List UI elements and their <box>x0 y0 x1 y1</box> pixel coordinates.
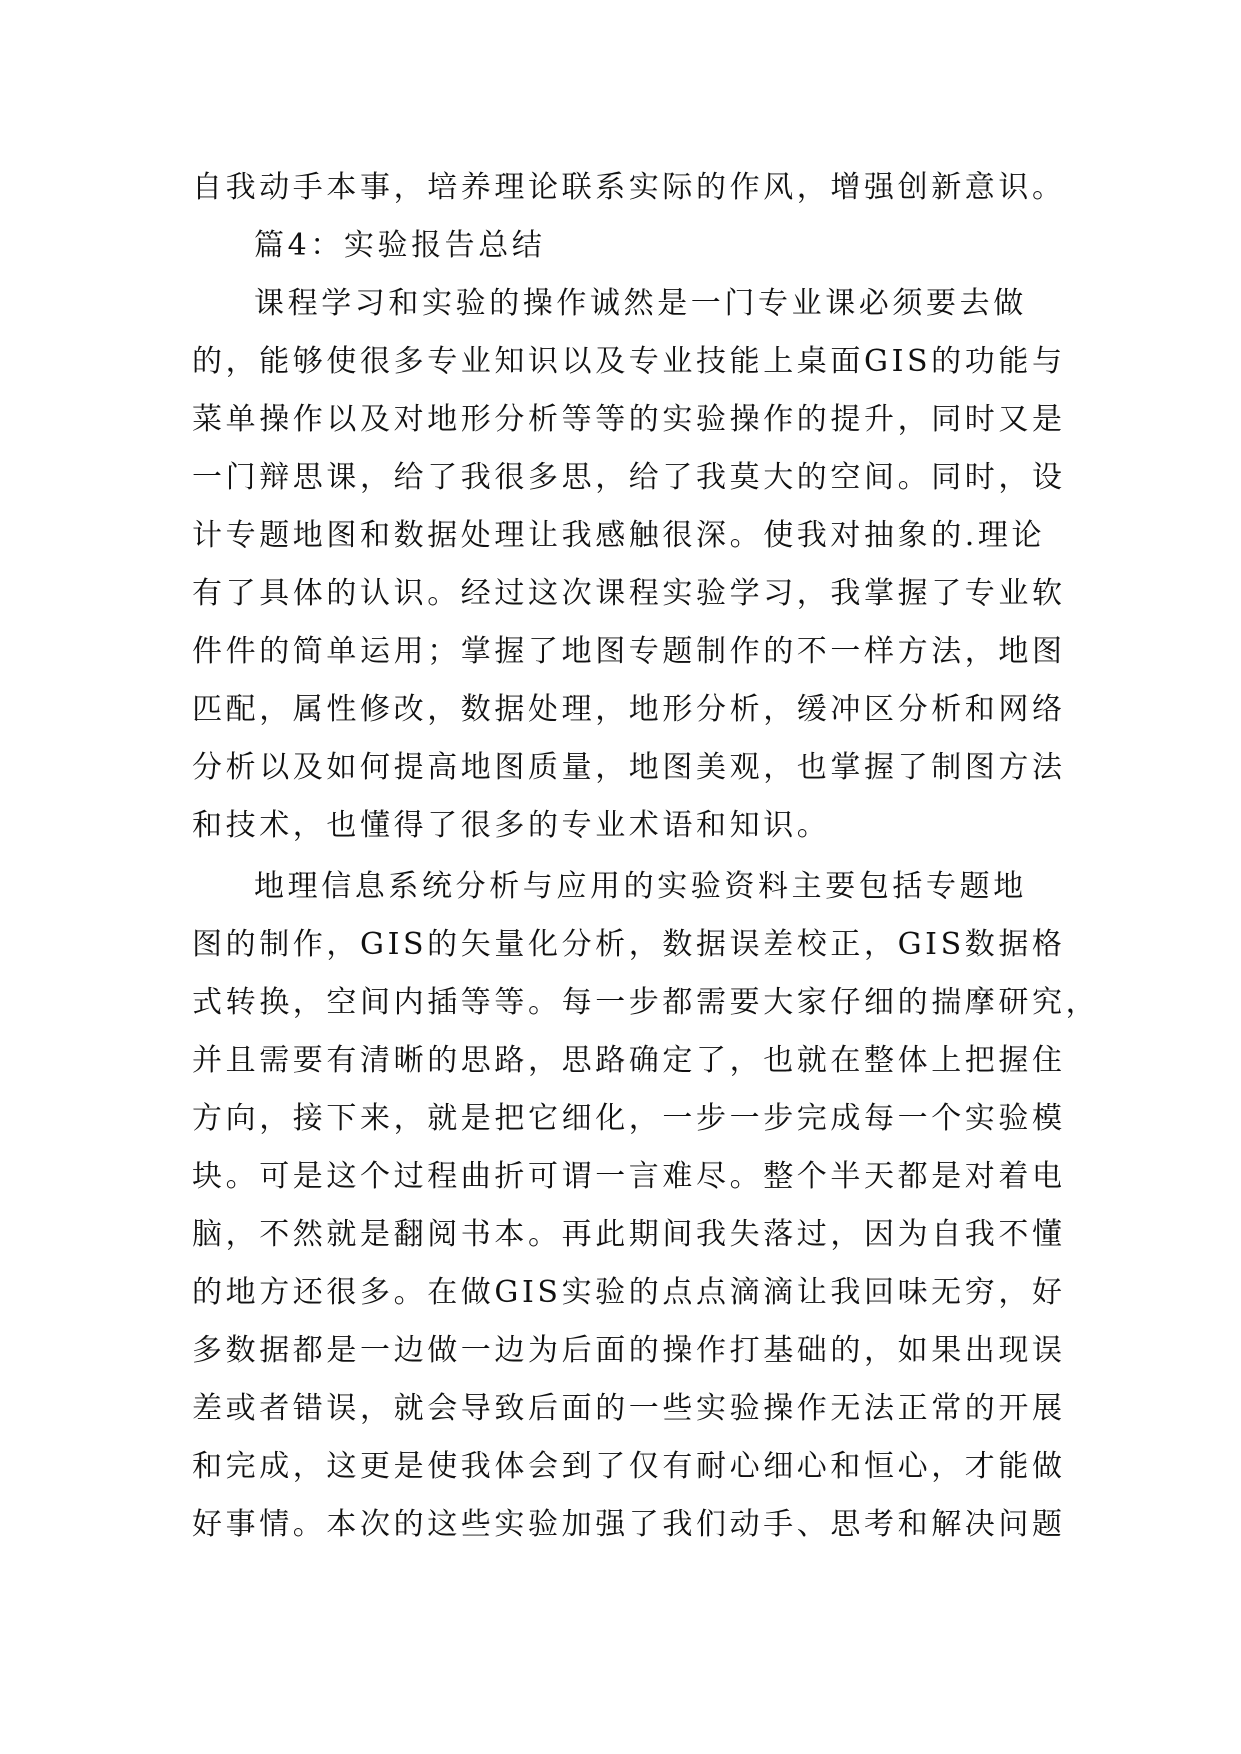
text-line: 一门辩思课，给了我很多思，给了我莫大的空间。同时，设 <box>192 460 1066 495</box>
text-line: 块。可是这个过程曲折可谓一言难尽。整个半天都是对着电 <box>192 1159 1066 1194</box>
text-line: 件件的简单运用；掌握了地图专题制作的不一样方法，地图 <box>192 634 1066 669</box>
text-line: 课程学习和实验的操作诚然是一门专业课必须要去做 <box>254 286 1027 321</box>
text-line: 有了具体的认识。经过这次课程实验学习，我掌握了专业软 <box>192 576 1066 611</box>
text-line: 方向，接下来，就是把它细化，一步一步完成每一个实验模 <box>192 1101 1066 1136</box>
text-line: 自我动手本事，培养理论联系实际的作风，增强创新意识。 <box>192 170 1066 205</box>
text-line: 并且需要有清晰的思路，思路确定了，也就在整体上把握住 <box>192 1043 1066 1078</box>
text-line: 的，能够使很多专业知识以及专业技能上桌面GIS的功能与 <box>192 344 1066 379</box>
text-line: 脑，不然就是翻阅书本。再此期间我失落过，因为自我不懂 <box>192 1217 1066 1252</box>
text-line: 分析以及如何提高地图质量，地图美观，也掌握了制图方法 <box>192 750 1066 785</box>
text-line: 差或者错误，就会导致后面的一些实验操作无法正常的开展 <box>192 1391 1066 1426</box>
text-line: 多数据都是一边做一边为后面的操作打基础的，如果出现误 <box>192 1333 1066 1368</box>
text-line: 式转换，空间内插等等。每一步都需要大家仔细的揣摩研究， <box>192 985 1100 1020</box>
text-line: 和技术，也懂得了很多的专业术语和知识。 <box>192 808 831 843</box>
text-line: 菜单操作以及对地形分析等等的实验操作的提升，同时又是 <box>192 402 1066 437</box>
text-line: 图的制作，GIS的矢量化分析，数据误差校正，GIS数据格 <box>192 927 1066 962</box>
text-line: 匹配，属性修改，数据处理，地形分析，缓冲区分析和网络 <box>192 692 1066 727</box>
text-line: 的地方还很多。在做GIS实验的点点滴滴让我回味无穷，好 <box>192 1275 1066 1310</box>
text-line: 好事情。本次的这些实验加强了我们动手、思考和解决问题 <box>192 1507 1066 1542</box>
text-line: 和完成，这更是使我体会到了仅有耐心细心和恒心，才能做 <box>192 1449 1066 1484</box>
text-line: 地理信息系统分析与应用的实验资料主要包括专题地 <box>254 869 1027 904</box>
section-heading: 篇4：实验报告总结 <box>254 228 546 263</box>
text-line: 计专题地图和数据处理让我感触很深。使我对抽象的.理论 <box>192 518 1046 553</box>
